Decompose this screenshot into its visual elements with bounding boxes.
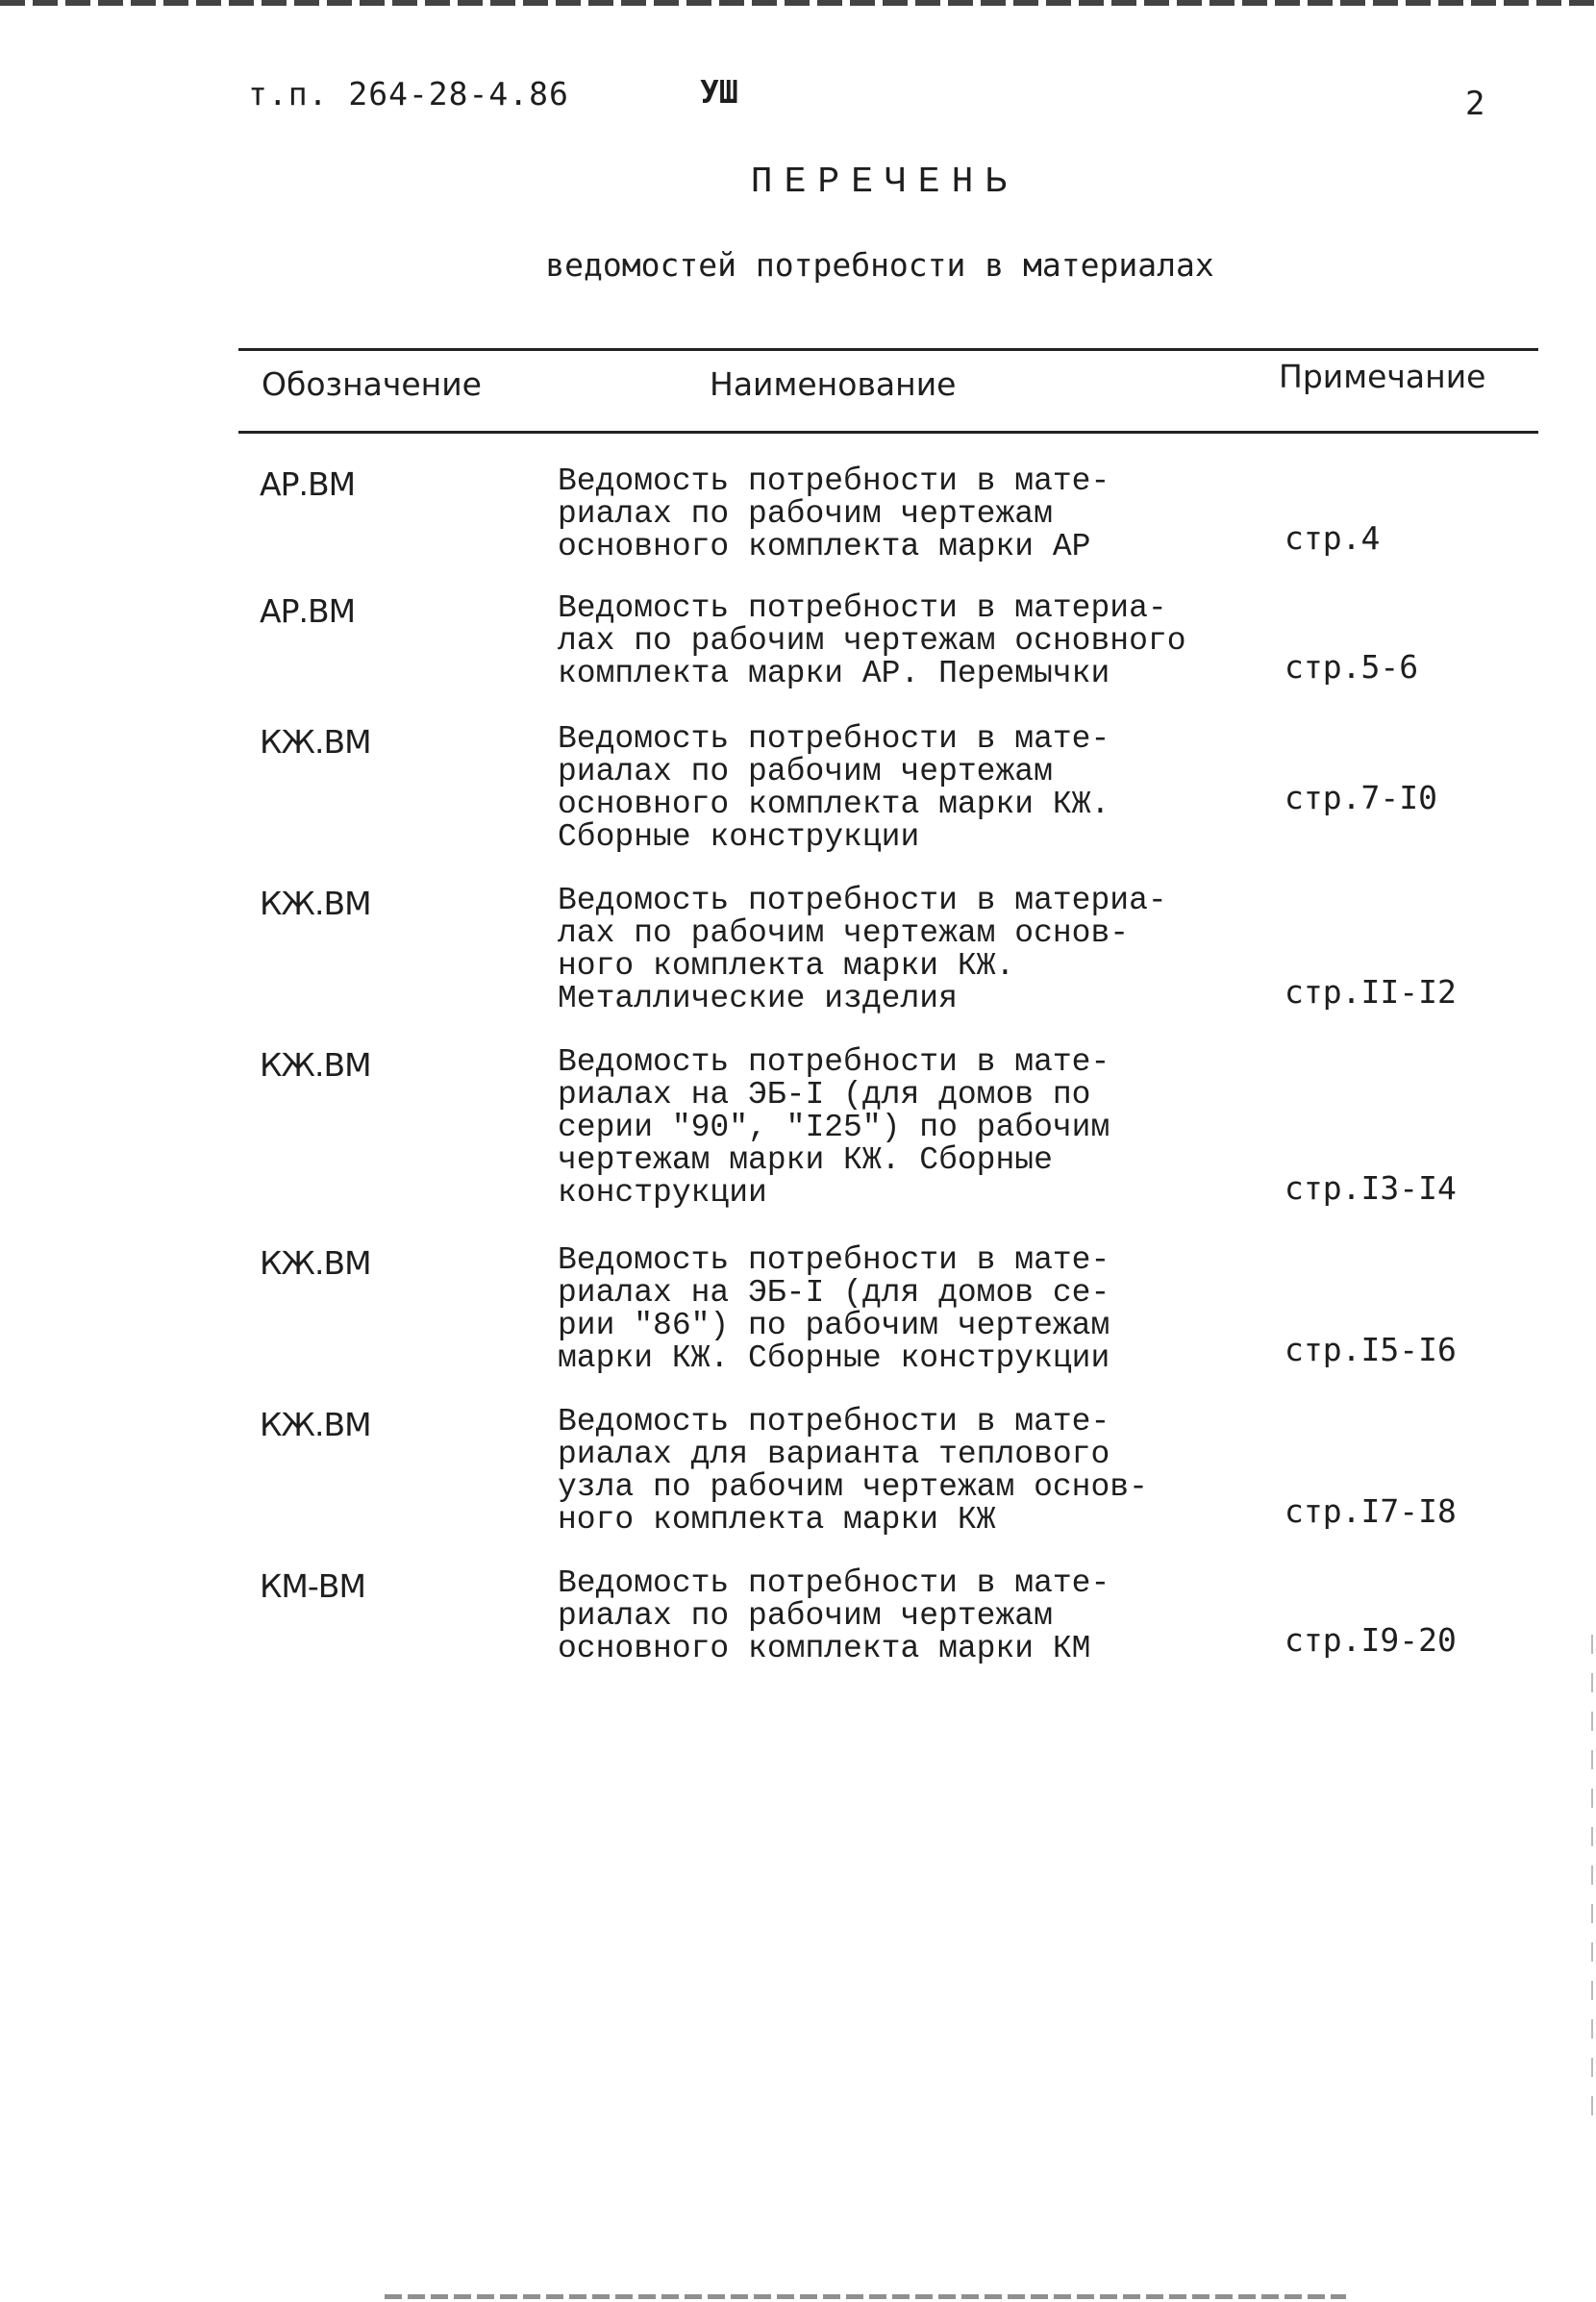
scan-edge-bottom <box>385 2294 1346 2299</box>
row-note: стр.I5-I6 <box>1284 1331 1457 1368</box>
row-note: стр.II-I2 <box>1284 973 1457 1011</box>
row-code: КЖ.ВМ <box>260 1244 371 1282</box>
row-name: Ведомость потребности в материа- лах по рабочим чертежам основ- ного комплекта марки КЖ. Металлические изделия <box>558 883 1167 1016</box>
row-code: АР.ВМ <box>260 465 356 503</box>
row-code: КЖ.ВМ <box>260 723 371 761</box>
row-note: стр.I7-I8 <box>1284 1492 1457 1530</box>
row-note: стр.4 <box>1284 519 1381 557</box>
row-code: КЖ.ВМ <box>260 1406 371 1443</box>
document-code: т.п. 264-28-4.86 <box>248 75 569 113</box>
row-name: Ведомость потребности в мате- риалах по рабочим чертежам основного комплекта марки КМ <box>558 1565 1110 1666</box>
row-note: стр.I3-I4 <box>1284 1169 1457 1207</box>
row-name: Ведомость потребности в материа- лах по рабочим чертежам основного комплекта марки АР. Перемычки <box>558 590 1186 691</box>
row-code: КЖ.ВМ <box>260 885 371 922</box>
scan-edge-right <box>1591 1635 1593 2115</box>
row-note: стр.7-I0 <box>1284 779 1437 816</box>
table-top-rule <box>238 348 1538 351</box>
column-header-note: Примечание <box>1279 358 1486 395</box>
scan-edge-top <box>0 0 1596 6</box>
document-section: УШ <box>700 73 738 111</box>
row-note: стр.I9-20 <box>1284 1621 1457 1659</box>
row-name: Ведомость потребности в мате- риалах по рабочим чертежам основного комплекта марки АР <box>558 463 1110 564</box>
row-name: Ведомость потребности в мате- риалах на ЭБ-I (для домов се- рии "86") по рабочим чертежам марки КЖ. Сборные конструкции <box>558 1242 1110 1376</box>
column-header-code: Обозначение <box>262 365 482 403</box>
page-number: 2 <box>1465 85 1485 123</box>
page-subtitle: ведомостей потребности в материалах <box>545 246 1214 284</box>
row-note: стр.5-6 <box>1284 648 1419 686</box>
page-title: ПЕРЕЧЕНЬ <box>750 162 1019 203</box>
row-code: КМ-ВМ <box>260 1567 365 1605</box>
row-code: КЖ.ВМ <box>260 1046 371 1084</box>
row-name: Ведомость потребности в мате- риалах для варианта теплового узла по рабочим чертежам основ- ного комплекта марки КЖ <box>558 1404 1148 1538</box>
row-code: АР.ВМ <box>260 592 356 630</box>
table-header-rule <box>238 431 1538 434</box>
column-header-name: Наименование <box>710 365 957 403</box>
row-name: Ведомость потребности в мате- риалах на ЭБ-I (для домов по серии "90", "I25") по рабочим чертежам марки КЖ. Сборные конструкции <box>558 1044 1110 1211</box>
row-name: Ведомость потребности в мате- риалах по рабочим чертежам основного комплекта марки КЖ. Сборные конструкции <box>558 721 1110 855</box>
